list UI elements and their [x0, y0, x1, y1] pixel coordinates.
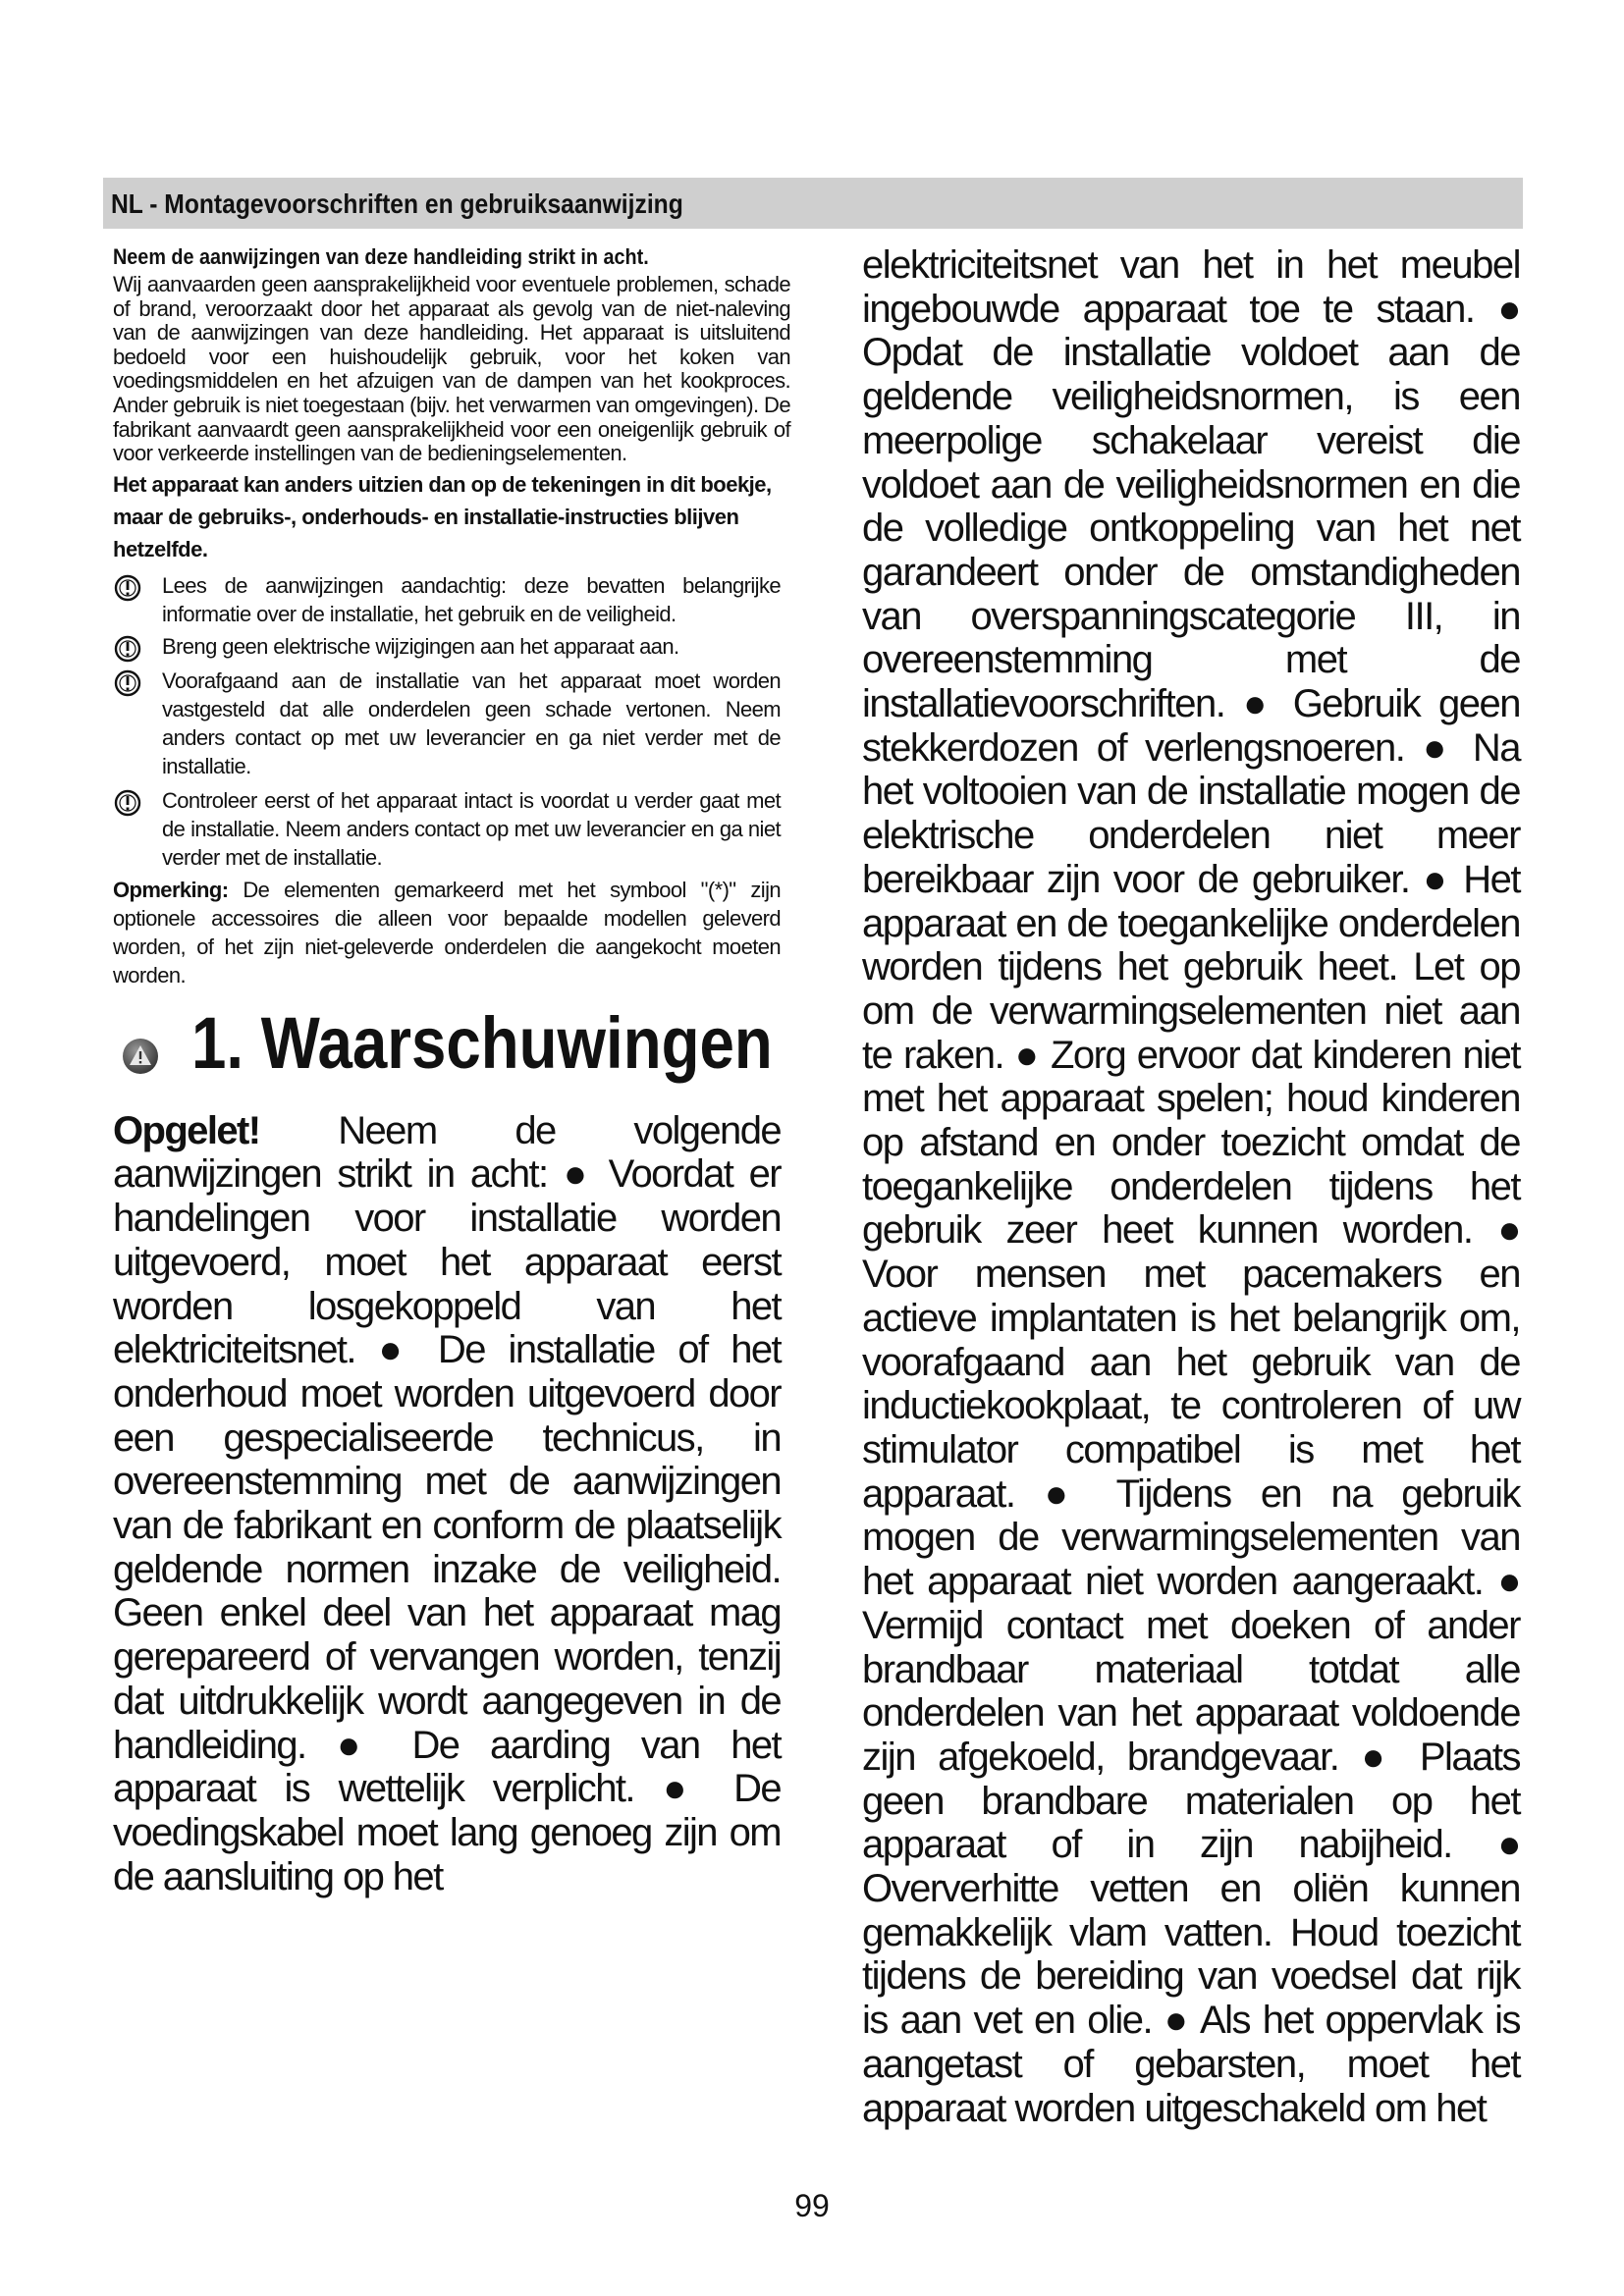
header-title: NL - Montagevoorschriften en gebruiksaanwijzing	[111, 188, 683, 219]
intro-heading: Neem de aanwijzingen van deze handleiding strikt in acht.	[113, 244, 649, 269]
warning-item	[113, 786, 781, 872]
warning-text: Lees de aanwijzingen aandachtig: deze bevatten belangrijke informatie over de installatie, het gebruik en de veiligheid.	[162, 572, 781, 626]
body-right-paragraph: elektriciteitsnet van het in het meubel ingebouwde apparaat toe te staan. ● Opdat de installatie voldoet aan de geldende veiligheidsnormen, is een meerpolige schakelaar vereist die voldoet aan de veiligheidsnormen en die de volledige ontkoppeling van het net garandeert onder de omstandigheden van overspanningscategorie III, in overeenstemming met de installatievoorschriften. ● Gebruik geen stekkerdozen of verlengsnoeren. ● Na het voltooien van de installatie mogen de elektrische onderdelen niet meer bereikbaar zijn voor de gebruiker. ● Het apparaat en de toegankelijke onderdelen worden tijdens het gebruik heet. Let op om de verwarmingselementen niet aan te raken. ● Zorg ervoor dat kinderen niet met het apparaat spelen; houd kinderen op afstand en onder toezicht omdat de toegankelijke onderdelen tijdens het gebruik zeer heet kunnen worden. ● Voor mensen met pacemakers en actieve implantaten is het belangrijk om, voorafgaand aan het gebruik van de inductiekookplaat, te controleren of uw stimulator compatibel is met het apparaat. ● Tijdens en na gebruik mogen de verwarmingselementen van het apparaat niet worden aangeraakt. ● Vermijd contact met doeken of ander brandbaar materiaal totdat alle onderdelen van het apparaat voldoende zijn afgekoeld, brandgevaar. ● Plaats geen brandbare materialen op het apparaat of in zijn nabijheid. ● Oververhitte vetten en oliën kunnen gemakkelijk vlam vatten. Houd toezicht tijdens de bereiding van voedsel dat rijk is aan vet en olie. ● Als het oppervlak is aangetast of gebarsten, moet het apparaat worden uitgeschakeld om het	[862, 243, 1520, 2130]
warning-list	[113, 571, 781, 872]
note-text: De elementen gemarkeerd met het symbool "(*)" zijn optionele accessoires die alleen voor bepaalde modellen geleverd worden, of het zijn niet-geleverde onderdelen die aangekocht moeten worden.	[113, 877, 781, 988]
intro-paragraph: Wij aanvaarden geen aansprakelijkheid voor eventuele problemen, schade of brand, veroorzaakt door het apparaat als gevolg van de niet-naleving van de aanwijzingen van deze handleiding. Het apparaat is uitsluitend bedoeld voor een huishoudelijk gebruik, voor het koken van voedingsmiddelen en het afzuigen van de dampen van het kookproces. Ander gebruik is niet toegestaan (bijv. het verwarmen van omgevingen). De fabrikant aanvaardt geen aansprakelijkheid voor een oneigenlijk gebruik of voor verkeerde instellingen van de bedieningselementen.	[113, 272, 790, 466]
warning-text: Breng geen elektrische wijzigingen aan het apparaat aan.	[162, 633, 679, 659]
intro-bold-block: Het apparaat kan anders uitzien dan op de tekeningen in dit boekje, maar de gebruiks-, onderhouds- en installatie-instructies blijven hetzelfde.	[113, 471, 772, 561]
warning-triangle-icon	[121, 1037, 160, 1076]
warning-item	[113, 571, 781, 628]
note-paragraph	[113, 876, 781, 989]
right-column	[862, 243, 1520, 2130]
body-left-lead: Opgelet!	[113, 1108, 260, 1152]
section-title: 1. Waarschuwingen	[191, 1001, 773, 1084]
note-label: Opmerking:	[113, 877, 229, 902]
header-bar	[103, 178, 1523, 229]
warning-circle-icon	[113, 668, 142, 698]
page-number: 99	[794, 2188, 830, 2223]
warning-text: Controleer eerst of het apparaat intact is voordat u verder gaat met de installatie. Neem anders contact op met uw leverancier en ga niet verder met de installatie.	[162, 787, 781, 870]
warning-text: Voorafgaand aan de installatie van het apparaat moet worden vastgesteld dat alle onderdelen geen schade vertonen. Neem anders contact op met uw leverancier en ga niet verder met de installatie.	[162, 667, 781, 778]
body-left-text: Neem de volgende aanwijzingen strikt in acht: ● Voordat er handelingen voor installatie worden uitgevoerd, moet het apparaat eerst worden losgekoppeld van het elektriciteitsnet. ● De installatie of het onderhoud moet worden uitgevoerd door een gespecialiseerde technicus, in overeenstemming met de aanwijzingen van de fabrikant en conform de plaatselijk geldende normen inzake de veiligheid. Geen enkel deel van het apparaat mag gerepareerd of vervangen worden, tenzij dat uitdrukkelijk wordt aangegeven in de handleiding. ● De aarding van het apparaat is wettelijk verplicht. ● De voedingskabel moet lang genoeg zijn om de aansluiting op het	[113, 1108, 781, 1898]
warning-circle-icon	[113, 573, 142, 603]
body-left-paragraph	[113, 1109, 781, 1899]
left-column	[113, 243, 790, 1898]
warning-item	[113, 667, 781, 780]
warning-circle-icon	[113, 634, 142, 664]
warning-circle-icon	[113, 788, 142, 818]
section-heading	[113, 1001, 781, 1115]
warning-item	[113, 632, 781, 661]
